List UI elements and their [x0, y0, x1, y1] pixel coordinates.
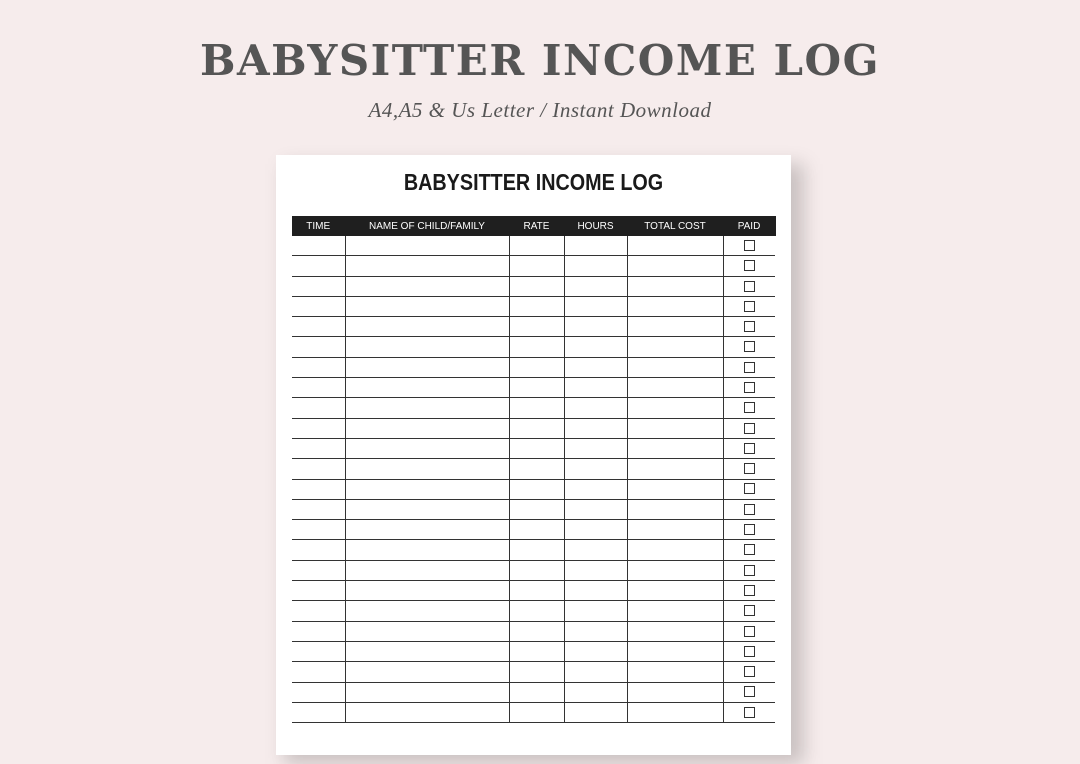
paid-cell [723, 641, 775, 661]
total-cost-cell [627, 479, 723, 499]
paid-cell [723, 479, 775, 499]
table-row [292, 236, 775, 256]
paid-cell [723, 459, 775, 479]
table-row [292, 378, 775, 398]
paid-cell [723, 236, 775, 256]
time-cell [292, 459, 345, 479]
paid-checkbox[interactable] [744, 605, 755, 616]
table-row [292, 296, 775, 316]
total-cost-cell [627, 560, 723, 580]
hours-cell [564, 357, 627, 377]
paid-cell [723, 682, 775, 702]
paid-cell [723, 601, 775, 621]
name-cell [345, 236, 509, 256]
time-cell [292, 357, 345, 377]
paid-checkbox[interactable] [744, 646, 755, 657]
table-row [292, 317, 775, 337]
paid-checkbox[interactable] [744, 483, 755, 494]
hours-cell [564, 418, 627, 438]
rate-cell [509, 337, 564, 357]
column-header-total-cost: TOTAL COST [627, 216, 723, 236]
name-cell [345, 276, 509, 296]
hours-cell [564, 276, 627, 296]
printable-sheet [276, 155, 791, 755]
time-cell [292, 317, 345, 337]
total-cost-cell [627, 418, 723, 438]
total-cost-cell [627, 601, 723, 621]
rate-cell [509, 499, 564, 519]
hours-cell [564, 479, 627, 499]
page-subtitle: A4,A5 & Us Letter / Instant Download [368, 98, 712, 122]
paid-checkbox[interactable] [744, 626, 755, 637]
name-cell [345, 520, 509, 540]
name-cell [345, 560, 509, 580]
time-cell [292, 438, 345, 458]
time-cell [292, 520, 345, 540]
time-cell [292, 641, 345, 661]
time-cell [292, 621, 345, 641]
table-row [292, 276, 775, 296]
paid-checkbox[interactable] [744, 707, 755, 718]
rate-cell [509, 296, 564, 316]
total-cost-cell [627, 682, 723, 702]
rate-cell [509, 540, 564, 560]
paid-cell [723, 398, 775, 418]
name-cell [345, 479, 509, 499]
table-row [292, 398, 775, 418]
name-cell [345, 357, 509, 377]
table-row [292, 357, 775, 377]
paid-cell [723, 499, 775, 519]
rate-cell [509, 236, 564, 256]
column-header-time: TIME [292, 216, 345, 236]
paid-cell [723, 357, 775, 377]
table-row [292, 560, 775, 580]
hours-cell [564, 601, 627, 621]
time-cell [292, 418, 345, 438]
time-cell [292, 581, 345, 601]
page-title: BABYSITTER INCOME LOG [199, 36, 881, 85]
paid-cell [723, 276, 775, 296]
table-row [292, 540, 775, 560]
paid-checkbox[interactable] [744, 463, 755, 474]
hours-cell [564, 256, 627, 276]
table-row [292, 601, 775, 621]
rate-cell [509, 459, 564, 479]
table-row [292, 479, 775, 499]
paid-checkbox[interactable] [744, 341, 755, 352]
paid-checkbox[interactable] [744, 585, 755, 596]
rate-cell [509, 560, 564, 580]
total-cost-cell [627, 581, 723, 601]
paid-checkbox[interactable] [744, 423, 755, 434]
hours-cell [564, 337, 627, 357]
total-cost-cell [627, 378, 723, 398]
rate-cell [509, 378, 564, 398]
hours-cell [564, 682, 627, 702]
time-cell [292, 601, 345, 621]
total-cost-cell [627, 662, 723, 682]
total-cost-cell [627, 337, 723, 357]
total-cost-cell [627, 276, 723, 296]
table-row [292, 337, 775, 357]
column-header-paid: PAID [723, 216, 775, 236]
hours-cell [564, 581, 627, 601]
rate-cell [509, 520, 564, 540]
rate-cell [509, 418, 564, 438]
hours-cell [564, 317, 627, 337]
name-cell [345, 459, 509, 479]
total-cost-cell [627, 357, 723, 377]
table-row [292, 662, 775, 682]
name-cell [345, 499, 509, 519]
table-row [292, 459, 775, 479]
hours-cell [564, 459, 627, 479]
sheet-title: BABYSITTER INCOME LOG [403, 169, 664, 195]
name-cell [345, 438, 509, 458]
paid-cell [723, 256, 775, 276]
paid-checkbox[interactable] [744, 443, 755, 454]
time-cell [292, 256, 345, 276]
time-cell [292, 337, 345, 357]
hours-cell [564, 378, 627, 398]
paid-cell [723, 296, 775, 316]
time-cell [292, 540, 345, 560]
paid-cell [723, 520, 775, 540]
income-log-table [292, 216, 776, 723]
paid-cell [723, 621, 775, 641]
total-cost-cell [627, 641, 723, 661]
table-row [292, 641, 775, 661]
paid-cell [723, 662, 775, 682]
time-cell [292, 378, 345, 398]
hours-cell [564, 641, 627, 661]
time-cell [292, 296, 345, 316]
paid-cell [723, 581, 775, 601]
paid-cell [723, 418, 775, 438]
rate-cell [509, 601, 564, 621]
hours-cell [564, 296, 627, 316]
paid-cell [723, 317, 775, 337]
total-cost-cell [627, 317, 723, 337]
total-cost-cell [627, 540, 723, 560]
name-cell [345, 337, 509, 357]
rate-cell [509, 641, 564, 661]
total-cost-cell [627, 398, 723, 418]
name-cell [345, 540, 509, 560]
time-cell [292, 236, 345, 256]
time-cell [292, 560, 345, 580]
table-row [292, 581, 775, 601]
column-header-rate: RATE [509, 216, 564, 236]
name-cell [345, 682, 509, 702]
paid-cell [723, 540, 775, 560]
rate-cell [509, 438, 564, 458]
paid-checkbox[interactable] [744, 240, 755, 251]
table-row [292, 418, 775, 438]
name-cell [345, 317, 509, 337]
total-cost-cell [627, 499, 723, 519]
table-header-row [292, 216, 775, 236]
paid-checkbox[interactable] [744, 686, 755, 697]
total-cost-cell [627, 296, 723, 316]
name-cell [345, 641, 509, 661]
paid-checkbox[interactable] [744, 301, 755, 312]
rate-cell [509, 621, 564, 641]
total-cost-cell [627, 520, 723, 540]
total-cost-cell [627, 256, 723, 276]
rate-cell [509, 479, 564, 499]
paid-cell [723, 438, 775, 458]
hours-cell [564, 540, 627, 560]
name-cell [345, 581, 509, 601]
time-cell [292, 499, 345, 519]
name-cell [345, 601, 509, 621]
hours-cell [564, 236, 627, 256]
total-cost-cell [627, 459, 723, 479]
name-cell [345, 296, 509, 316]
total-cost-cell [627, 438, 723, 458]
paid-checkbox[interactable] [744, 666, 755, 677]
paid-checkbox[interactable] [744, 402, 755, 413]
rate-cell [509, 581, 564, 601]
hours-cell [564, 438, 627, 458]
total-cost-cell [627, 621, 723, 641]
name-cell [345, 256, 509, 276]
total-cost-cell [627, 236, 723, 256]
rate-cell [509, 317, 564, 337]
column-header-name: NAME OF CHILD/FAMILY [345, 216, 509, 236]
table-row [292, 520, 775, 540]
column-header-hours: HOURS [564, 216, 627, 236]
paid-checkbox[interactable] [744, 321, 755, 332]
hours-cell [564, 398, 627, 418]
rate-cell [509, 256, 564, 276]
table-row [292, 499, 775, 519]
hours-cell [564, 499, 627, 519]
paid-checkbox[interactable] [744, 382, 755, 393]
paid-cell [723, 560, 775, 580]
name-cell [345, 662, 509, 682]
hours-cell [564, 662, 627, 682]
paid-cell [723, 337, 775, 357]
rate-cell [509, 276, 564, 296]
paid-checkbox[interactable] [744, 565, 755, 576]
table-row [292, 256, 775, 276]
paid-checkbox[interactable] [744, 544, 755, 555]
paid-checkbox[interactable] [744, 362, 755, 373]
paid-checkbox[interactable] [744, 524, 755, 535]
table-row [292, 438, 775, 458]
name-cell [345, 621, 509, 641]
table-body [292, 236, 775, 723]
time-cell [292, 479, 345, 499]
rate-cell [509, 357, 564, 377]
rate-cell [509, 662, 564, 682]
rate-cell [509, 682, 564, 702]
paid-cell [723, 378, 775, 398]
hours-cell [564, 520, 627, 540]
time-cell [292, 682, 345, 702]
name-cell [345, 418, 509, 438]
paid-checkbox[interactable] [744, 504, 755, 515]
table-row [292, 621, 775, 641]
hours-cell [564, 560, 627, 580]
table-row [292, 682, 775, 702]
hours-cell [564, 621, 627, 641]
time-cell [292, 398, 345, 418]
name-cell [345, 398, 509, 418]
paid-checkbox[interactable] [744, 260, 755, 271]
time-cell [292, 662, 345, 682]
time-cell [292, 276, 345, 296]
paid-checkbox[interactable] [744, 281, 755, 292]
rate-cell [509, 398, 564, 418]
name-cell [345, 378, 509, 398]
